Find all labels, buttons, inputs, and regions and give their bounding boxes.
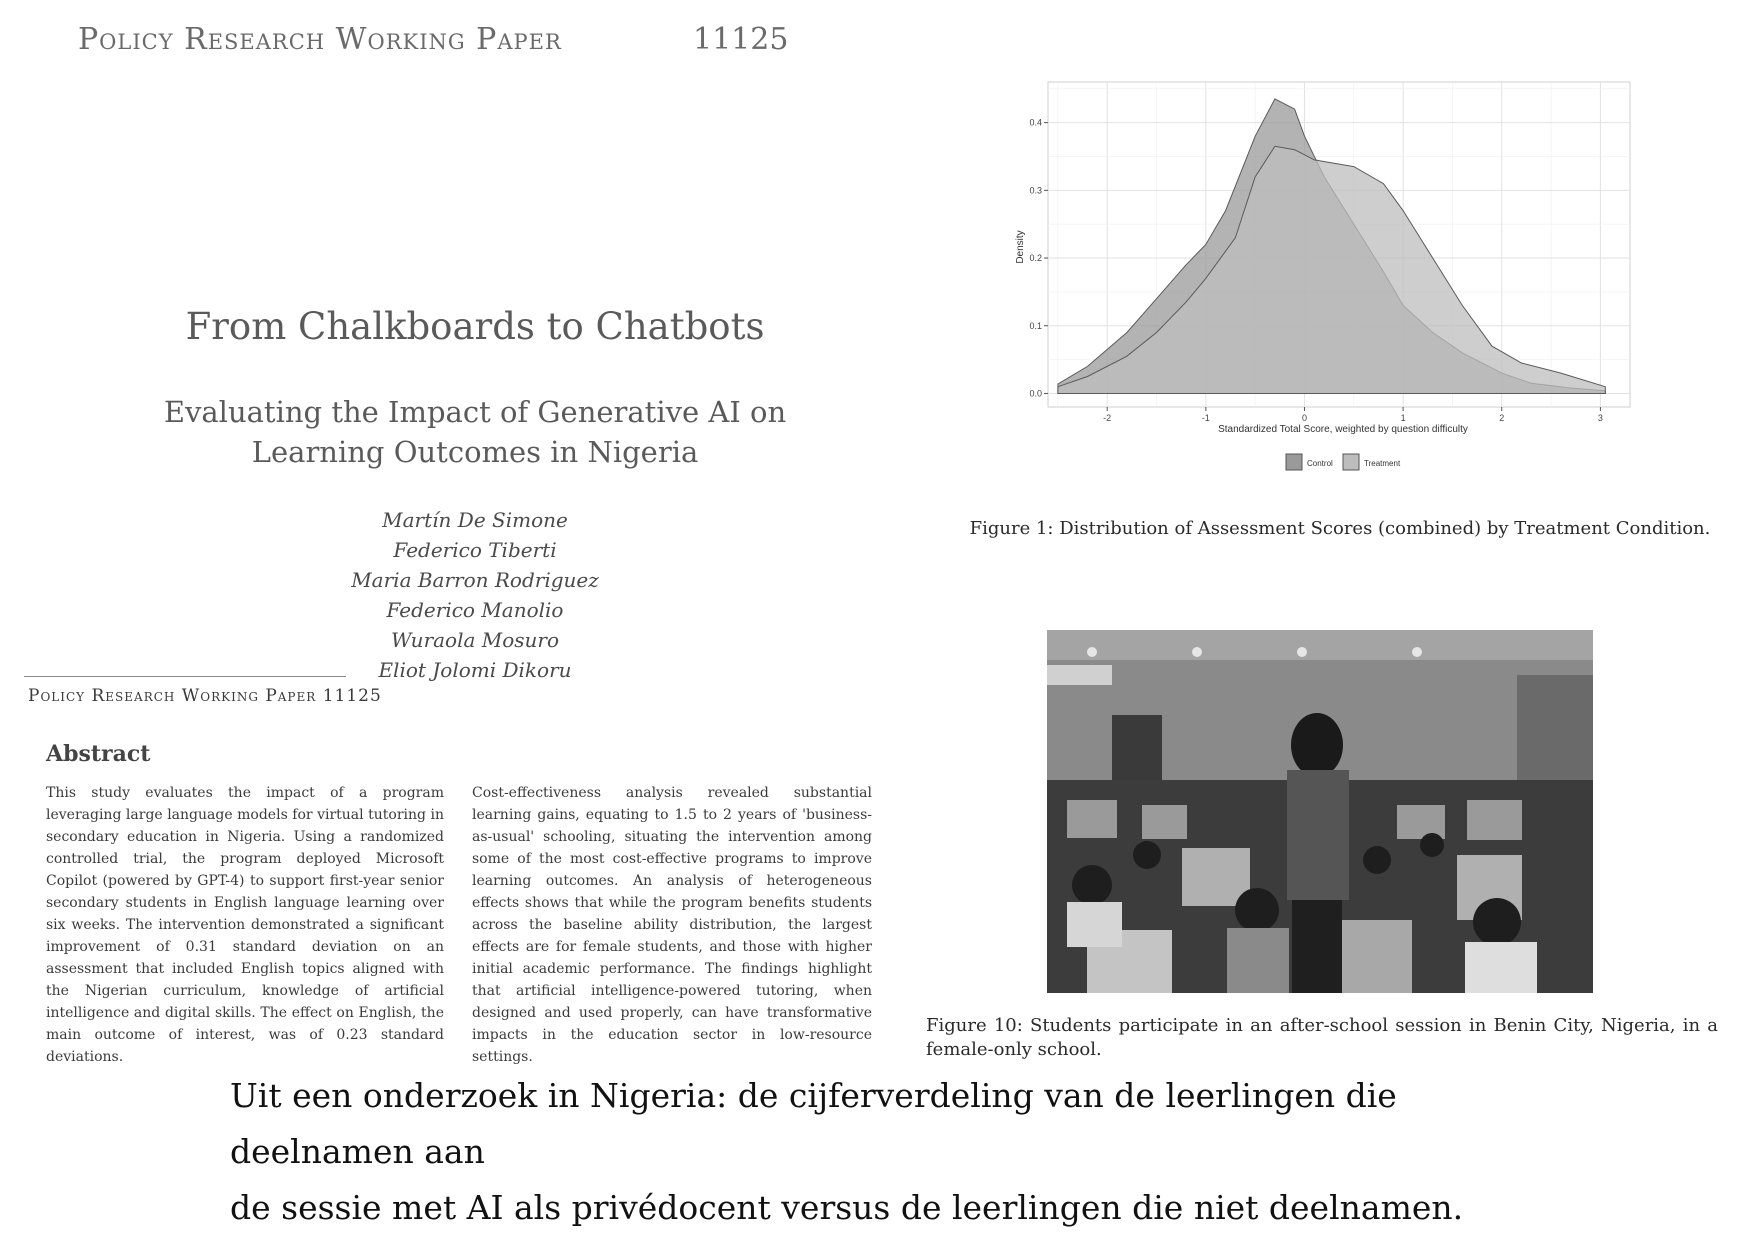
y-tick-label: 0.0 bbox=[1029, 388, 1042, 399]
x-tick-label: 3 bbox=[1597, 413, 1603, 423]
legend-label: Control bbox=[1307, 459, 1333, 468]
y-tick-label: 0.2 bbox=[1029, 253, 1042, 264]
x-tick-label: -2 bbox=[1103, 413, 1112, 423]
y-axis-label: Density bbox=[1015, 230, 1026, 264]
cover-series-title: Policy Research Working Paper bbox=[78, 22, 562, 57]
legend-label: Treatment bbox=[1364, 459, 1401, 468]
abstract-column-left: This study evaluates the impact of a program leveraging large language models for virtual tutoring in secondary education in Nigeria. Using a randomized controlled trial, the program deployed Microsoft Copilot (powered by GPT-4) to support first-year senior secondary students in English language learning over six weeks. The intervention demonstrated a significant improvement of 0.31 standard deviation on an assessment that included English topics aligned with the Nigerian curriculum, knowledge of artificial intelligence and digital skills. The effect on English, the main outcome of interest, was of 0.23 standard deviations. bbox=[46, 785, 444, 1065]
abstract-heading: Abstract bbox=[46, 741, 151, 767]
x-axis-label: Standardized Total Score, weighted by question difficulty bbox=[1218, 424, 1468, 435]
paper-title: From Chalkboards to Chatbots bbox=[185, 305, 765, 348]
classroom-photo bbox=[1047, 630, 1593, 993]
x-tick-label: -1 bbox=[1201, 413, 1210, 423]
figure1-caption: Figure 1: Distribution of Assessment Scores (combined) by Treatment Condition. bbox=[969, 518, 1711, 539]
dutch-caption-line1: Uit een onderzoek in Nigeria: de cijferverdeling van de leerlingen die deelnamen aan bbox=[230, 1076, 1397, 1171]
author-name: Eliot Jolomi Dikoru bbox=[378, 658, 572, 682]
x-tick-label: 0 bbox=[1301, 413, 1307, 423]
author-list bbox=[300, 505, 650, 682]
density-chart bbox=[1008, 72, 1648, 482]
abstract-column-right: Cost-effectiveness analysis revealed substantial learning gains, equating to 1.5 to 2 years of 'business-as-usual' schooling, situating the intervention among some of the most cost-effective programs to improve learning outcomes. An analysis of heterogeneous effects shows that while the program benefits students across the baseline ability distribution, the largest effects are for female students, and those with higher initial academic performance. The findings highlight that artificial intelligence-powered tutoring, when designed and used properly, can have transformative impacts in the education sector in low-resource settings. bbox=[472, 785, 872, 1065]
figure10-caption: Figure 10: Students participate in an after-school session in Benin City, Nigeria, in a female-only school. bbox=[926, 1015, 1718, 1060]
y-tick-label: 0.3 bbox=[1029, 185, 1042, 196]
author-name: Martín De Simone bbox=[382, 508, 568, 532]
author-name: Wuraola Mosuro bbox=[390, 628, 560, 652]
author-name: Federico Manolio bbox=[386, 598, 564, 622]
dutch-caption-line2: de sessie met AI als privédocent versus de leerlingen die niet deelnamen. bbox=[230, 1188, 1464, 1227]
paper-subtitle: Evaluating the Impact of Generative AI on Learning Outcomes in Nigeria bbox=[163, 395, 787, 469]
legend-swatch-control bbox=[1286, 454, 1302, 470]
author-name: Maria Barron Rodriguez bbox=[351, 568, 599, 592]
y-tick-label: 0.1 bbox=[1029, 320, 1042, 331]
dutch-caption bbox=[230, 1068, 1530, 1236]
x-tick-label: 1 bbox=[1400, 413, 1406, 423]
cover-paper-number: 11125 bbox=[693, 22, 789, 57]
legend-swatch-treatment bbox=[1343, 454, 1359, 470]
x-tick-label: 2 bbox=[1499, 413, 1505, 423]
abstract-divider bbox=[24, 676, 346, 677]
chart-legend bbox=[1286, 454, 1401, 470]
y-tick-label: 0.4 bbox=[1029, 117, 1042, 128]
author-name: Federico Tiberti bbox=[393, 538, 557, 562]
abstract-series-line: Policy Research Working Paper 11125 bbox=[28, 686, 382, 706]
